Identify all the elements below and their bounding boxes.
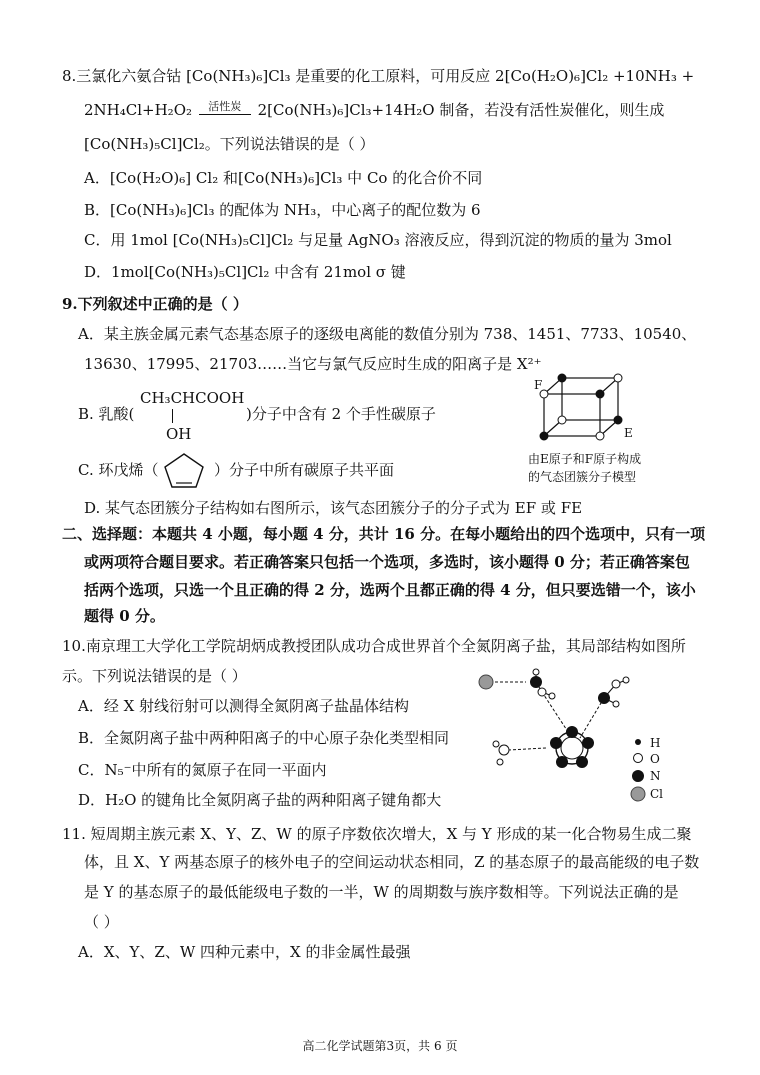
lactic-acid-bond — [172, 409, 173, 423]
cyclopentene-icon — [158, 449, 210, 491]
q9-option-c-suffix: ）分子中所有碳原子共平面 — [214, 461, 395, 479]
cluster-cube-figure — [528, 370, 638, 444]
q9-option-d: D. 某气态团簇分子结构如右图所示，该气态团簇分子的分子式为 EF 或 FE — [84, 499, 583, 517]
q8-option-a: A．[Co(H₂O)₆] Cl₂ 和[Co(NH₃)₆]Cl₃ 中 Co 的化合价不同 — [84, 169, 483, 187]
cluster-label-e: E — [624, 426, 633, 440]
q8-products: 2[Co(NH₃)₆]Cl₃+14H₂O 制备，若没有活性炭催化，则生成 — [257, 101, 665, 119]
section2-line2: 或两项符合题目要求。若正确答案只包括一个选项，多选时，该小题得 0 分；若正确答案包 — [84, 553, 690, 571]
q8-option-b: B．[Co(NH₃)₆]Cl₃ 的配体为 NH₃，中心离子的配位数为 6 — [84, 201, 481, 219]
legend-o: O — [650, 752, 660, 766]
cluster-caption-2: 的气态团簇分子模型 — [528, 470, 637, 484]
q11-stem-line4: （ ） — [84, 913, 119, 931]
q11-stem-line1: 11. 短周期主族元素 X、Y、Z、W 的原子序数依次增大，X 与 Y 形成的某一化合物易生成二聚 — [62, 825, 692, 843]
section2-line1: 二、选择题：本题共 4 小题，每小题 4 分，共计 16 分。在每小题给出的四个选项中，只有一项 — [62, 525, 706, 543]
q10-stem-line1: 10.南京理工大学化工学院胡炳成教授团队成功合成世界首个全氮阴离子盐，其局部结构如图所 — [62, 637, 686, 655]
nitrogen-salt-structure-figure — [476, 668, 636, 788]
q10-option-a: A．经 X 射线衍射可以测得全氮阴离子盐晶体结构 — [78, 697, 410, 715]
q9-option-b-suffix: )分子中含有 2 个手性碳原子 — [246, 405, 436, 423]
q8-stem-line2 — [84, 100, 664, 120]
q8-option-d: D．1mol[Co(NH₃)₅Cl]Cl₂ 中含有 21mol σ 键 — [84, 263, 406, 281]
q11-option-a: A．X、Y、Z、W 四种元素中，X 的非金属性最强 — [78, 943, 411, 961]
legend-h: H — [650, 736, 661, 750]
legend-cl: Cl — [650, 787, 664, 801]
q8-option-c: C．用 1mol [Co(NH₃)₅Cl]Cl₂ 与足量 AgNO₃ 溶液反应，得到沉淀的物质的量为 3mol — [84, 231, 672, 249]
section2-line4: 题得 0 分。 — [84, 607, 165, 625]
cluster-label-f: F — [534, 378, 543, 392]
q10-stem-line2: 示。下列说法错误的是（ ） — [62, 667, 247, 685]
legend-markers — [630, 736, 646, 806]
q10-option-b: B．全氮阴离子盐中两种阳离子的中心原子杂化类型相同 — [78, 729, 450, 747]
q11-stem-line3: 是 Y 的基态原子的最低能级电子数的一半，W 的周期数与族序数相等。下列说法正确的是 — [84, 883, 679, 901]
q8-stem-line3: [Co(NH₃)₅Cl]Cl₂。下列说法错误的是（ ） — [84, 135, 375, 153]
q9-option-a-line2: 13630、17995、21703……当它与氯气反应时生成的阳离子是 X²⁺ — [84, 355, 542, 373]
q10-option-c: C．N₅⁻中所有的氮原子在同一平面内 — [78, 761, 327, 779]
reaction-arrow — [197, 100, 253, 120]
q8-stem-line1: 8.三氯化六氨合钴 [Co(NH₃)₆]Cl₃ 是重要的化工原料，可用反应 2[Co(H₂O)₆]Cl₂ +10NH₃ + — [62, 67, 695, 85]
section2-line3: 括两个选项，只选一个且正确的得 2 分，选两个且都正确的得 4 分，但只要选错一个，该小 — [84, 581, 696, 599]
page-footer: 高二化学试题第3页，共 6 页 — [302, 1039, 458, 1053]
cluster-caption-1: 由E原子和F原子构成 — [528, 452, 642, 466]
q9-option-b-prefix: B. 乳酸( — [78, 405, 135, 423]
lactic-acid-oh: OH — [166, 425, 192, 443]
q9-option-a-line1: A．某主族金属元素气态基态原子的逐级电离能的数值分别为 738、1451、7733、10540、 — [78, 325, 697, 343]
q9-option-c-prefix: C. 环戊烯（ — [78, 461, 159, 479]
lactic-acid-formula: CH₃CHCOOH — [140, 389, 245, 407]
q11-stem-line2: 体，且 X、Y 两基态原子的核外电子的空间运动状态相同，Z 的基态原子的最高能级的电子数 — [84, 853, 700, 871]
catalyst-label: 活性炭 — [208, 100, 242, 113]
q8-reactants: 2NH₄Cl+H₂O₂ — [84, 101, 193, 119]
q9-stem: 9.下列叙述中正确的是（ ） — [62, 295, 248, 313]
q10-option-d: D．H₂O 的键角比全氮阴离子盐的两种阳离子键角都大 — [78, 791, 442, 809]
legend-n: N — [650, 769, 661, 783]
